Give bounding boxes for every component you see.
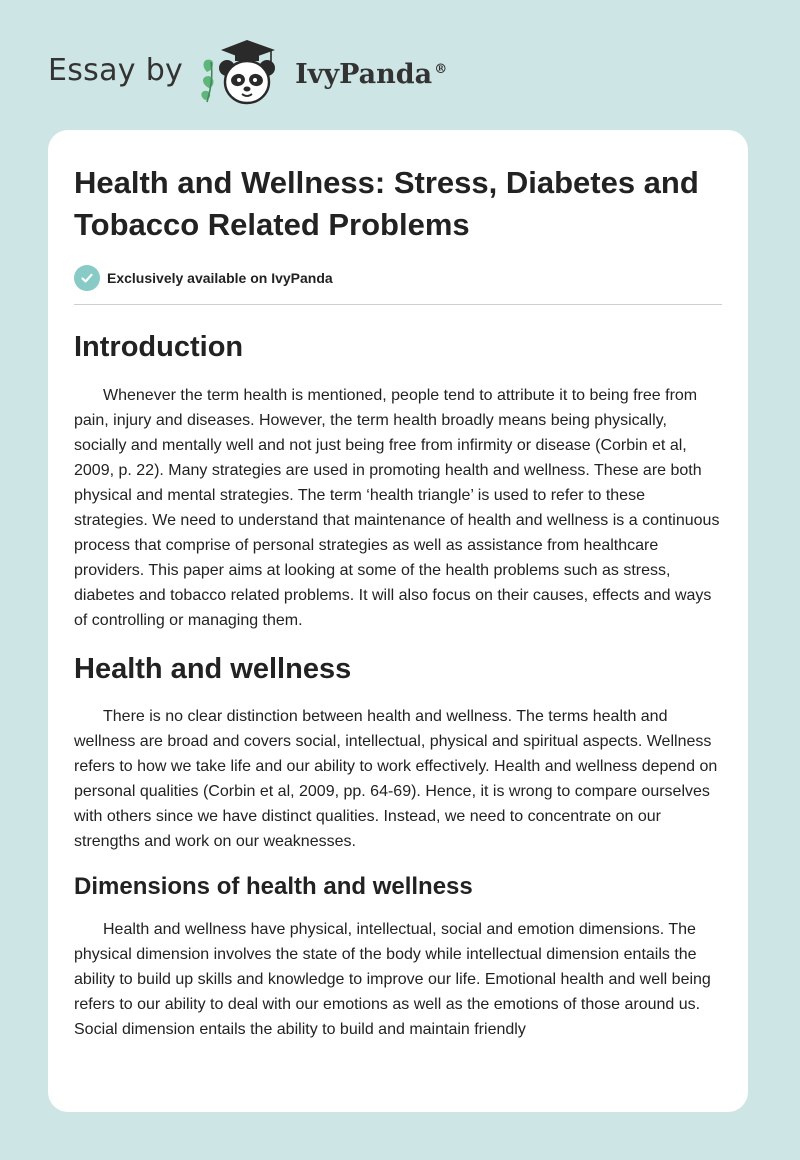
section-heading-health-and-wellness: Health and wellness (74, 653, 352, 685)
essay-card (48, 130, 748, 1112)
brand-name (295, 59, 447, 90)
badge-label: Exclusively available on IvyPanda (107, 270, 333, 286)
section-paragraph-health-and-wellness: There is no clear distinction between health and wellness. The terms health and wellness are broad and covers social, intellectual, physical and spiritual aspects. Wellness refers to how we take life and our ability to work effectively. Health and wellness depend on personal qualities (Corbin et al, 2009, pp. 64-69). Hence, it is wrong to compare ourselves with others since we have distinct qualities. Instead, we need to concentrate on our strengths and work on our weaknesses. (74, 708, 718, 850)
brand-name-text: IvyPanda (295, 58, 433, 90)
check-icon (74, 265, 100, 291)
section-heading-dimensions: Dimensions of health and wellness (74, 873, 473, 900)
essay-title: Health and Wellness: Stress, Diabetes and Tobacco Related Problems (74, 165, 699, 242)
exclusive-badge (74, 264, 722, 292)
section-paragraph-introduction: Whenever the term health is mentioned, people tend to attribute it to being free from pain, injury and diseases. However, the term health broadly means being physically, socially and mentally well and not just being free from infirmity or disease (Corbin et al, 2009, p. 22). Many strategies are used in promoting health and wellness. These are both physical and mental strategies. The term ‘health triangle’ is used to refer to these strategies. We need to understand that maintenance of health and wellness is a continuous process that comprise of personal strategies as well as assistance from healthcare providers. This paper aims at looking at some of the health problems such as stress, diabetes and tobacco related problems. It will also focus on their causes, effects and ways of controlling or managing them. (74, 387, 720, 629)
panda-graduate-icon[interactable] (197, 36, 289, 108)
divider (74, 304, 722, 305)
brand-prefix: Essay by (48, 52, 184, 88)
brand-header (48, 36, 447, 108)
section-paragraph-dimensions: Health and wellness have physical, intellectual, social and emotion dimensions. The physical dimension involves the state of the body while intellectual dimension entails the ability to build up skills and knowledge to improve our life. Emotional health and well being refers to our ability to deal with our emotions as well as the emotions of those around us. Social dimension entails the ability to build and maintain friendly (74, 921, 711, 1038)
section-heading-introduction: Introduction (74, 331, 244, 363)
registered-mark: ® (434, 61, 448, 77)
